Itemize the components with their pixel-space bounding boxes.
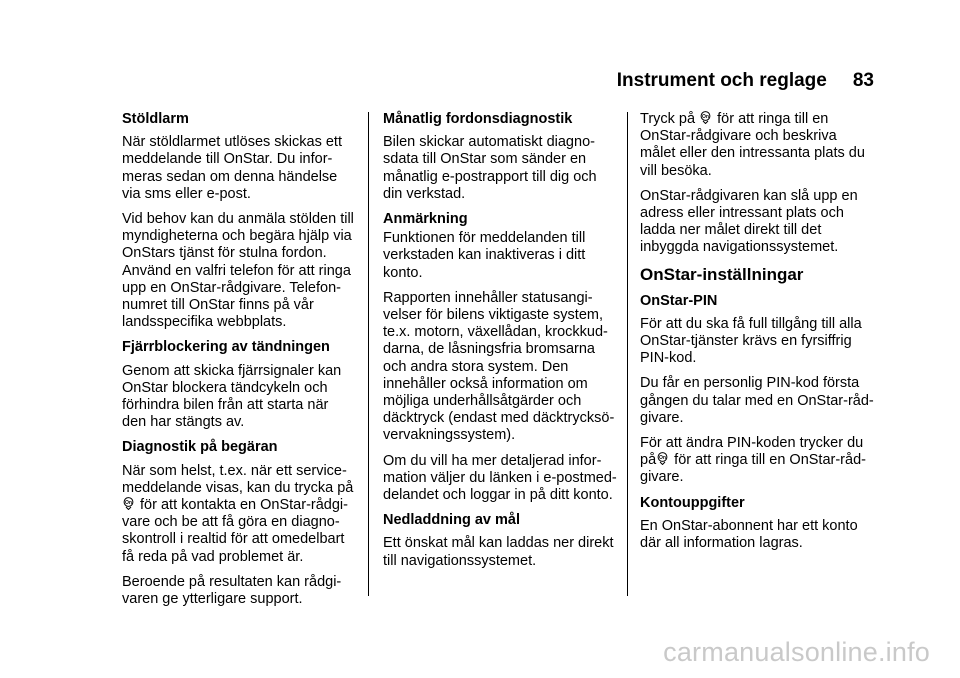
paragraph-text: för att ringa till en OnStar-råd- givare.: [640, 452, 866, 486]
onstar-button-icon: [700, 111, 711, 124]
paragraph: OnStar-rådgivaren kan slå upp en adress eller intressant plats och ladda ner målet direkt till det inbyggda navigationssystemet.: [640, 187, 858, 256]
paragraph-with-icon: [640, 435, 880, 487]
heading-nedladdning: Nedladdning av mål: [383, 512, 520, 529]
paragraph: En OnStar-abonnent har ett konto där all information lagras.: [640, 517, 858, 552]
paragraph: Bilen skickar automatiskt diagno- sdata till OnStar som sänder en månatlig e-postrapport till dig och din verkstad.: [383, 134, 597, 202]
svg-text:On: On: [702, 114, 710, 120]
heading-fjarrblockering: Fjärrblockering av tändningen: [122, 339, 330, 356]
paragraph: Om du vill ha mer detaljerad infor- mation väljer du länken i e-postmed- delandet och loggar in på ditt konto.: [383, 452, 617, 504]
heading-diagnostik: Diagnostik på begäran: [122, 439, 278, 456]
svg-text:On: On: [659, 455, 667, 462]
paragraph-with-icon: [122, 463, 360, 566]
svg-text:On: On: [125, 500, 132, 507]
heading-onstar-pin: OnStar-PIN: [640, 292, 718, 309]
page-title: Instrument och reglage: [616, 70, 827, 91]
watermark: carmanualsonline.info: [663, 637, 930, 667]
paragraph-text: När som helst, t.ex. när ett service- meddelande visas, kan du trycka på: [122, 462, 354, 496]
paragraph: För att du ska få full tillgång till alla OnStar-tjänster krävs en fyrsiffrig PIN-kod.: [640, 315, 862, 367]
paragraph: Ett önskat mål kan laddas ner direkt till navigationssystemet.: [383, 535, 614, 569]
note-label: Anmärkning: [383, 211, 468, 228]
column-middle: [383, 111, 623, 578]
page-header: [617, 70, 874, 92]
paragraph: Genom att skicka fjärrsignaler kan OnStar blockera tändcykeln och förhindra bilen från att starta när den har stängts av.: [122, 362, 342, 431]
heading-kontouppgifter: Kontouppgifter: [640, 494, 745, 511]
column-right: [640, 111, 880, 560]
paragraph-text: för att kontakta en OnStar-rådgi- vare och be att få göra en diagno- skontroll i realtid för att omedelbart få reda på vad problemet är.: [122, 497, 348, 565]
page-number: 83: [852, 70, 874, 91]
heading-manatlig: Månatlig fordonsdiagnostik: [383, 111, 573, 127]
paragraph-with-icon: [640, 111, 880, 180]
column-divider-left: [368, 112, 369, 596]
paragraph-text: För att ändra PIN-koden trycker du på: [640, 435, 864, 469]
paragraph: Vid behov kan du anmäla stölden till myndigheterna och begära hjälp via OnStars tjänst för stulna fordon. Använd en valfri telefon för att ringa upp en OnStar-rådgivare. Telefon- numret till OnStar finns på vår landsspecifika webbplats.: [122, 211, 354, 331]
paragraph-text: Tryck på: [640, 111, 696, 127]
section-heading-onstar-installningar: OnStar-inställningar: [640, 264, 804, 284]
heading-stoldlarm: Stöldlarm: [122, 111, 189, 127]
paragraph-text: för att ringa till en OnStar-rådgivare och beskriva målet eller den intressanta plats du vill besöka.: [640, 111, 865, 179]
onstar-button-icon: [657, 452, 668, 465]
paragraph: När stöldlarmet utlöses skickas ett meddelande till OnStar. Du infor- meras sedan om denna händelse via sms eller e-post.: [122, 134, 342, 202]
paragraph: Du får en personlig PIN-kod första gången du talar med en OnStar-råd- givare.: [640, 375, 874, 426]
column-left: [122, 111, 360, 616]
column-divider-right: [627, 112, 628, 596]
onstar-button-icon: [123, 497, 134, 510]
note-text: Funktionen för meddelanden till verkstaden kan inaktiveras i ditt konto.: [383, 230, 586, 281]
paragraph: Rapporten innehåller statusangi- velser för bilens viktigaste system, te.x. motorn, växellådan, krockkud- darna, de låsningsfria bromsarna och andra stora system. Den innehåller också information om möjliga underhållsåtgärder och däcktryck (endast med däcktrycksö- vervakningssystem).: [383, 289, 615, 444]
paragraph: Beroende på resultaten kan rådgi- varen ge ytterligare support.: [122, 573, 342, 608]
